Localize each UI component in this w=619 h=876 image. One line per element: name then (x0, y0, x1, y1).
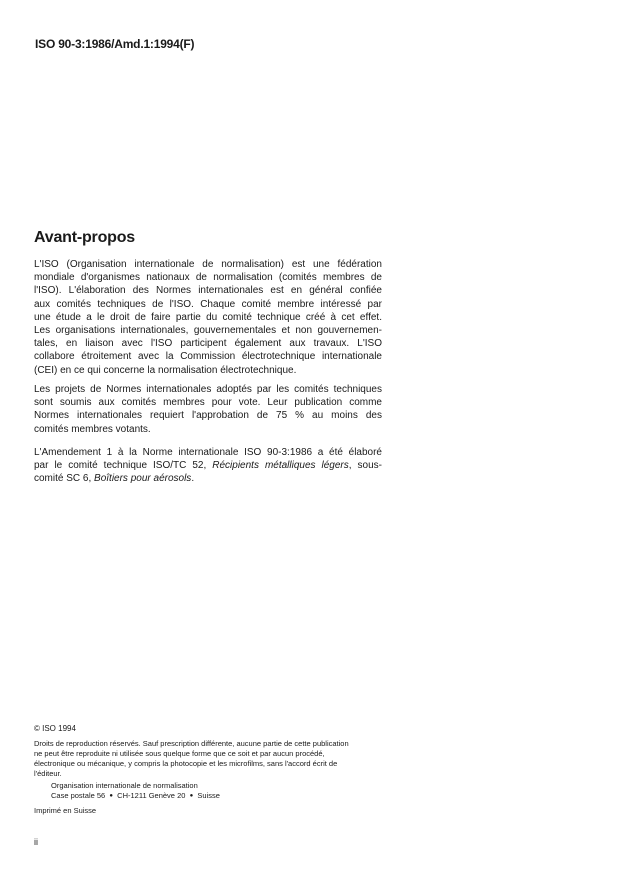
text-line: l'ISO). L'élaboration des Normes internationales est en général confiée (34, 285, 382, 297)
text-line: (CEI) en ce qui concerne la normalisation électrotechnique. (34, 364, 297, 376)
printed-in: Imprimé en Suisse (34, 806, 97, 815)
page-number: ii (34, 837, 38, 847)
text-line: L'ISO (Organisation internationale de normalisation) est une fédération (34, 259, 382, 270)
text-line: Les organisations internationales, gouvernementales et non gouvernemen- (34, 325, 382, 337)
subcommittee-title: Boîtiers pour aérosols (94, 473, 192, 485)
text-line: ne peut être reproduite ni utilisée sous quelque forme que ce soit et par aucun procédé, (34, 749, 325, 758)
organization-name: Organisation internationale de normalisation (51, 781, 198, 790)
text-line: L'Amendement 1 à la Norme internationale ISO 90-3:1986 a été élaboré (34, 447, 382, 458)
paragraph-voting (34, 383, 382, 436)
text-line: sont soumis aux comités membres pour vote. Leur publication comme (34, 397, 382, 409)
text-segment: . (191, 473, 195, 485)
paragraph-amendment (34, 446, 382, 486)
text-line: comités membres votants. (34, 423, 151, 435)
organization-address (51, 781, 220, 801)
text-line: aux comités techniques de l'ISO. Chaque comité membre intéressé par (34, 298, 382, 310)
text-line: Droits de reproduction réservés. Sauf prescription différente, aucune partie de cette publication (34, 739, 349, 748)
text-line: une étude a le droit de faire partie du comité technique créé à cet effet. (34, 311, 382, 323)
text-line: Les projets de Normes internationales adoptés par les comités techniques (34, 384, 382, 395)
subcommittee-title: Récipients métalliques légers (212, 460, 349, 472)
bullet-icon: ● (189, 793, 194, 799)
rights-notice (34, 739, 382, 779)
postal-address (51, 791, 220, 801)
address-segment: Case postale 56 (51, 791, 106, 800)
text-segment: , sous- (348, 460, 382, 472)
address-segment: Suisse (197, 791, 220, 800)
text-line: mondiale d'organismes nationaux de normalisation (comités membres de (34, 272, 382, 284)
text-line (34, 472, 382, 485)
text-segment: comité SC 6, (34, 473, 95, 485)
paragraph-iso-intro (34, 258, 382, 377)
document-reference: ISO 90-3:1986/Amd.1:1994(F) (35, 37, 195, 51)
text-line (34, 459, 382, 472)
section-title: Avant-propos (34, 229, 136, 246)
text-line: Normes internationales requiert l'approbation de 75 % au moins des (34, 410, 382, 422)
text-line: l'éditeur. (34, 769, 62, 778)
text-line: électronique ou mécanique, y compris la photocopie et les microfilms, sans l'accord écrit de (34, 759, 338, 768)
bullet-icon: ● (109, 793, 113, 799)
copyright-notice: © ISO 1994 (34, 724, 76, 733)
text-line: collabore étroitement avec la Commission électrotechnique internationale (34, 351, 382, 363)
address-segment: CH-1211 Genève 20 (117, 791, 186, 800)
text-segment: par le comité technique ISO/TC 52, (34, 460, 213, 472)
text-line: tales, en liaison avec l'ISO participent également aux travaux. L'ISO (34, 338, 382, 350)
